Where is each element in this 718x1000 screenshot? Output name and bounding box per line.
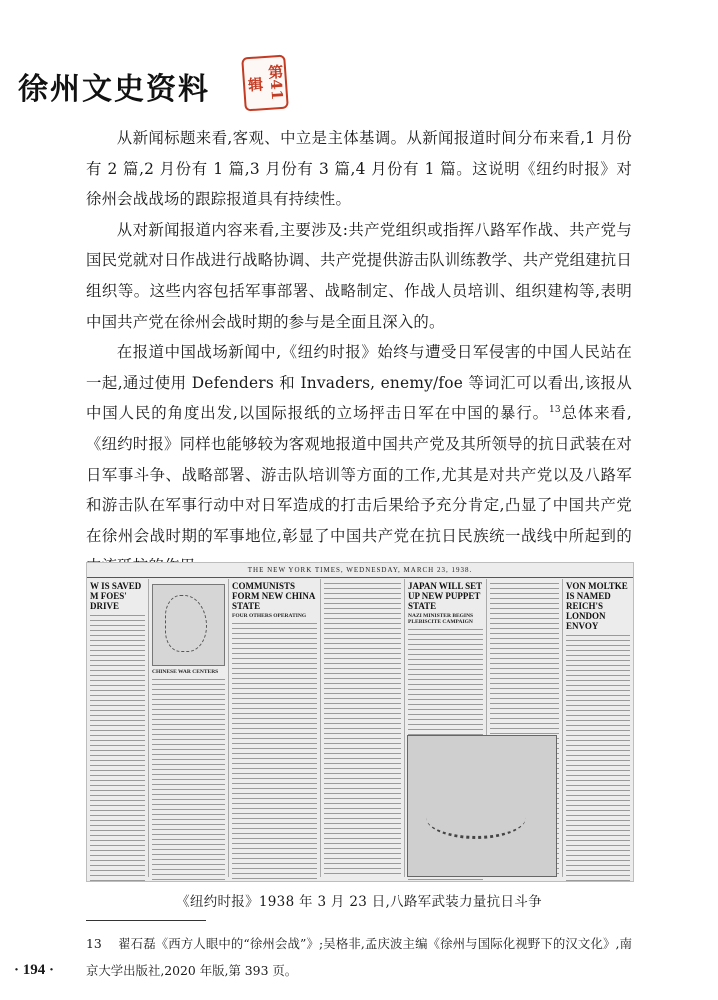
newspaper-headline: VON MOLTKE IS NAMED REICH'S LONDON ENVOY [566,581,628,631]
issue-seal: 第41辑 [241,55,289,112]
newspaper-column [87,579,149,877]
jewelry-advertisement [407,735,557,877]
body-text [86,123,632,582]
newspaper-column [149,579,229,877]
footnote-divider [86,920,206,921]
newspaper-headline: COMMUNISTS FORM NEW CHINA STATE [232,581,315,611]
paragraph-3 [86,337,632,582]
newspaper-image [86,562,634,882]
newspaper-headline: JAPAN WILL SET UP NEW PUPPET STATE [408,581,483,611]
footnote-number: 13 [86,936,102,951]
paragraph-2: 从对新闻报道内容来看,主要涉及:共产党组织或指挥八路军作战、共产党与国民党就对日作战进行战略协调、共产党提供游击队训练教学、共产党组建抗日组织等。这些内容包括军事部署、战略制定、作战人员培训、组织建构等,表明中国共产党在徐州会战时期的参与是全面且深入的。 [86,220,632,331]
paragraph-3-text-b: 总体来看,《纽约时报》同样也能够较为客观地报道中国共产党及其所领导的抗日武装在对日军事斗争、战略部署、游击队培训等方面的工作,尤其是对共产党以及八路军和游击队在军事行动中对日军造成的打击后果给予充分肯定,凸显了中国共产党在徐州会战时期的军事地位,彰显了中国共产党在抗日民族统一战线中所起到的 [86,404,632,545]
footnote-text: 翟石磊《西方人眼中的“徐州会战”》;吴格非,孟庆波主编《徐州与国际化视野下的汉文化》,南京大学出版社,2020 年版,第 393 页。 [86,936,632,978]
newspaper-column [563,579,633,877]
newspaper-column [321,579,405,877]
newspaper-headline: CHINESE WAR CENTERS [152,669,219,675]
necklace-illustration [426,796,526,839]
page-number: · 194 · [14,962,55,978]
paragraph-1: 从新闻标题来看,客观、中立是主体基调。从新闻报道时间分布来看,1 月份有 2 篇,2 月份有 1 篇,3 月份有 3 篇,4 月份有 1 篇。这说明《纽约时报》对徐州会战战场的跟踪报道具有持续性。 [86,129,632,209]
paragraph-3-text-a: 在报道中国战场新闻中,《纽约时报》始终与遭受日军侵害的中国人民站在一起,通过使用 Defenders 和 Invaders, enemy/foe 等词汇可以看出,该报从中国人民的角度出发,以国际报纸的立场抨击日军在中国的暴行。 [86,343,632,423]
map-image [152,584,225,666]
newspaper-subheadline: NAZI MINISTER BEGINS PLEBISCITE CAMPAIGN [408,613,474,625]
journal-title: 徐州文史资料 [18,72,210,107]
footnote [86,930,632,984]
page-header [18,52,318,112]
newspaper-subheadline: FOUR OTHERS OPERATING [232,613,307,619]
footnote-ref[interactable]: 13 [548,405,561,416]
newspaper-column [229,579,321,877]
figure-caption: 《纽约时报》1938 年 3 月 23 日,八路军武装力量抗日斗争 [176,894,542,910]
newspaper-masthead: THE NEW YORK TIMES, WEDNESDAY, MARCH 23, 1938. [87,563,633,578]
newspaper-headline: W IS SAVED M FOES' DRIVE [90,581,142,611]
